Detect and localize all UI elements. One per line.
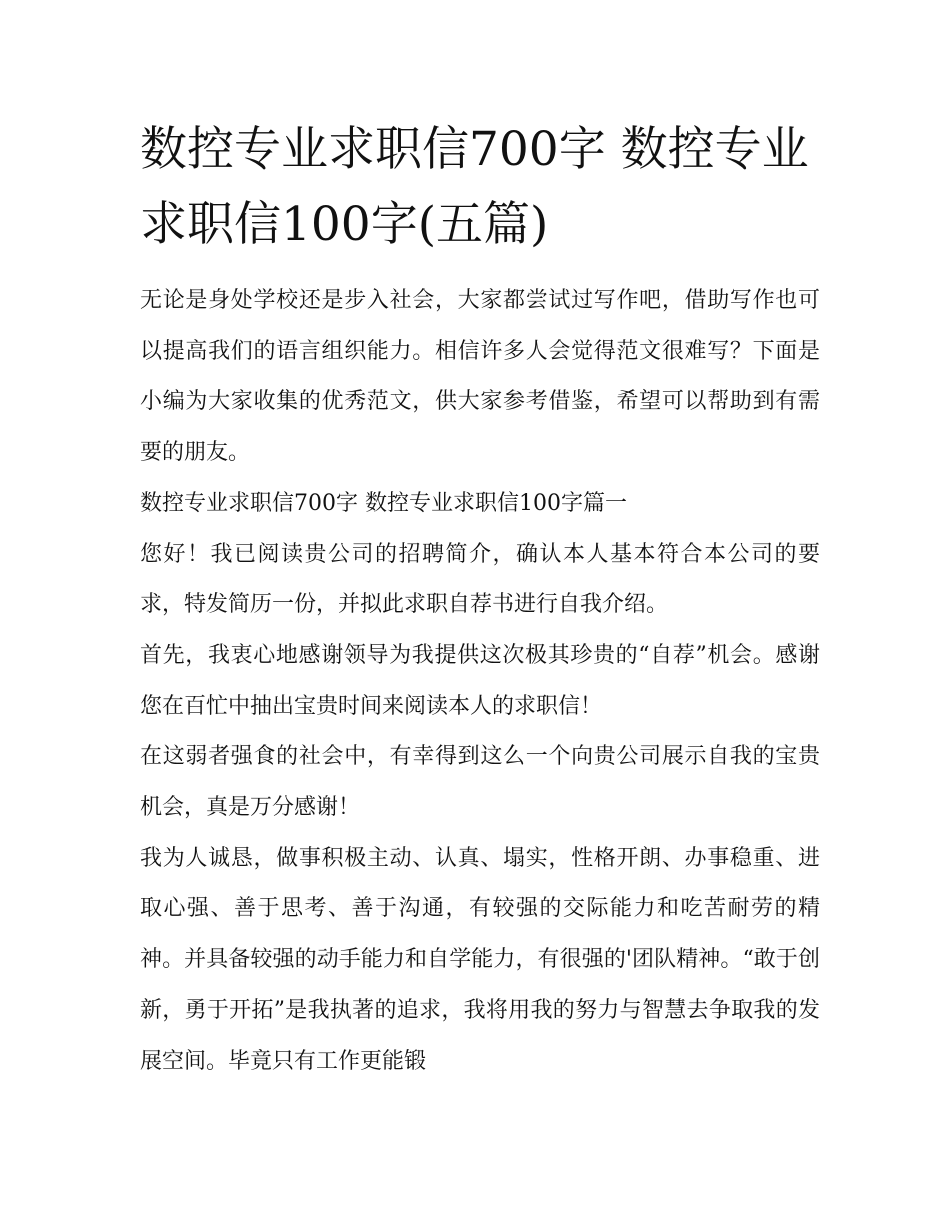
section-heading: 数控专业求职信700字 数控专业求职信100字篇一 — [140, 490, 627, 516]
greeting-paragraph: 您好！我已阅读贵公司的招聘简介，确认本人基本符合本公司的要求，特发简历一份，并拟此求职自荐书进行自我介绍。 — [140, 541, 820, 618]
thanks-paragraph: 首先，我衷心地感谢领导为我提供这次极其珍贵的“自荐”机会。感谢您在百忙中抽出宝贵时间来阅读本人的求职信！ — [140, 642, 820, 719]
document-body — [140, 276, 820, 1087]
self-description-paragraph: 我为人诚恳，做事积极主动、认真、塌实，性格开朗、办事稳重、进取心强、善于思考、善于沟通，有较强的交际能力和吃苦耐劳的精神。并具备较强的动手能力和自学能力，有很强的'团队精神。“敢于创新，勇于开拓”是我执著的追求，我将用我的努力与智慧去争取我的发展空间。毕竟只有工作更能锻 — [140, 845, 820, 1074]
intro-paragraph: 无论是身处学校还是步入社会，大家都尝试过写作吧，借助写作也可以提高我们的语言组织能力。相信许多人会觉得范文很难写？下面是小编为大家收集的优秀范文，供大家参考借鉴，希望可以帮助到有需要的朋友。 — [140, 288, 820, 466]
document-title: 数控专业求职信700字 数控专业求职信100字(五篇) — [140, 122, 809, 252]
opportunity-paragraph: 在这弱者强食的社会中，有幸得到这么一个向贵公司展示自我的宝贵机会，真是万分感谢！ — [140, 744, 820, 821]
